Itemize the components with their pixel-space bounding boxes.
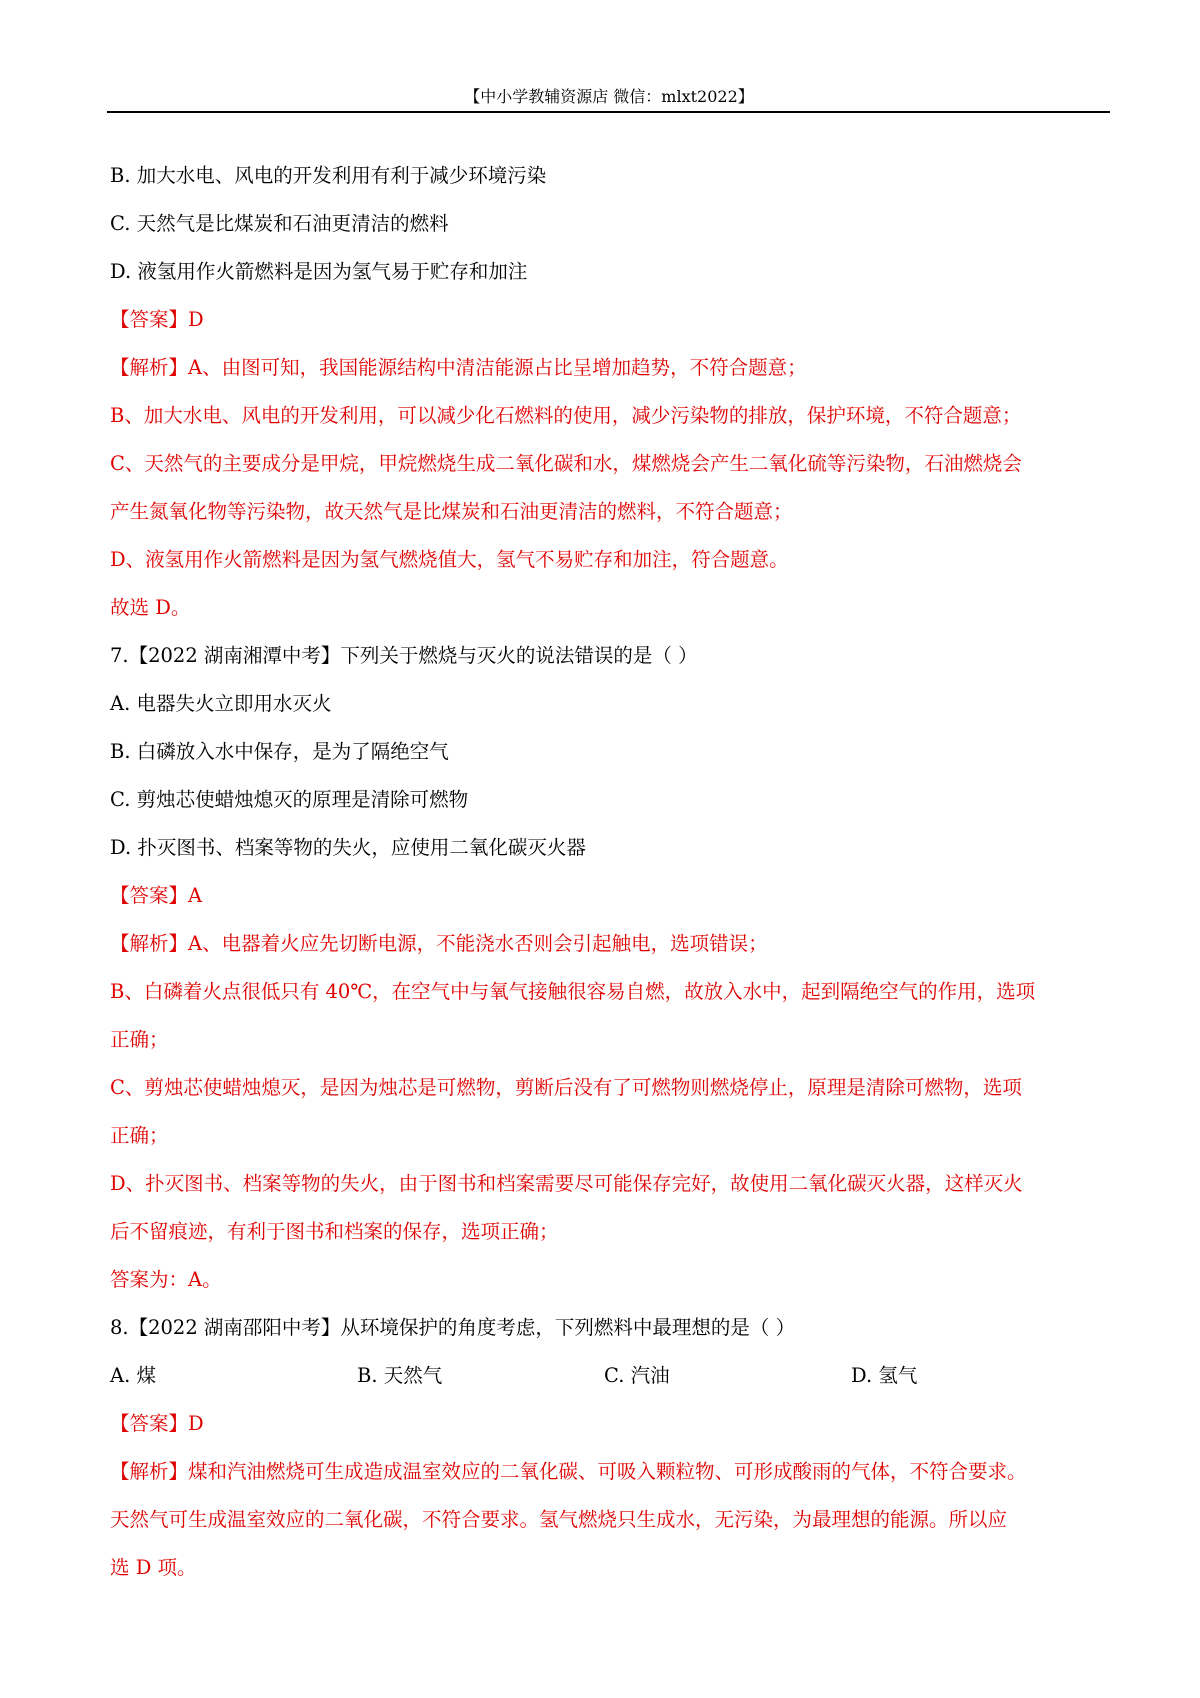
q8-stem: 8.【2022 湖南邵阳中考】从环境保护的角度考虑，下列燃料中最理想的是（ ）: [110, 1316, 796, 1339]
q6-option-b: B. 加大水电、风电的开发利用有利于减少环境污染: [110, 164, 547, 187]
q7-analysis-line: 后不留痕迹，有利于图书和档案的保存，选项正确；: [110, 1220, 559, 1243]
q8-analysis-line: 【解析】煤和汽油燃烧可生成造成温室效应的二氧化碳、可吸入颗粒物、可形成酸雨的气体，不符合要求。: [110, 1460, 1027, 1483]
q7-analysis-line: C、剪烛芯使蜡烛熄灭，是因为烛芯是可燃物，剪断后没有了可燃物则燃烧停止，原理是清除可燃物，选项: [110, 1076, 1022, 1099]
q8-option-c: C. 汽油: [604, 1364, 670, 1387]
q6-conclusion: 故选 D。: [110, 596, 191, 619]
q8-analysis-line: 天然气可生成温室效应的二氧化碳，不符合要求。氢气燃烧只生成水，无污染，为最理想的能源。所以应: [110, 1508, 1008, 1531]
q7-analysis-line: 正确；: [110, 1124, 169, 1147]
q7-stem: 7.【2022 湖南湘潭中考】下列关于燃烧与灭火的说法错误的是（ ）: [110, 644, 698, 667]
q7-option-b: B. 白磷放入水中保存，是为了隔绝空气: [110, 740, 449, 763]
q7-answer: 【答案】A: [110, 884, 203, 907]
q7-analysis-line: 【解析】A、电器着火应先切断电源，不能浇水否则会引起触电，选项错误；: [110, 932, 768, 955]
page-header: 【中小学教辅资源店 微信：mlxt2022】: [464, 87, 754, 106]
q8-option-b: B. 天然气: [357, 1364, 443, 1387]
q6-analysis-line: B、加大水电、风电的开发利用，可以减少化石燃料的使用，减少污染物的排放，保护环境，不符合题意；: [110, 404, 1022, 427]
q6-analysis-line: 【解析】A、由图可知，我国能源结构中清洁能源占比呈增加趋势，不符合题意；: [110, 356, 807, 379]
q6-option-c: C. 天然气是比煤炭和石油更清洁的燃料: [110, 212, 449, 235]
q7-analysis-line: B、白磷着火点很低只有 40℃，在空气中与氧气接触很容易自燃，故放入水中，起到隔绝空气的作用，选项: [110, 980, 1036, 1003]
q6-analysis-line: C、天然气的主要成分是甲烷，甲烷燃烧生成二氧化碳和水，煤燃烧会产生二氧化硫等污染物，石油燃烧会: [110, 452, 1022, 475]
q7-option-d: D. 扑灭图书、档案等物的失火，应使用二氧化碳灭火器: [110, 836, 586, 859]
q7-option-a: A. 电器失火立即用水灭火: [110, 692, 332, 715]
header-rule: [107, 111, 1110, 113]
q8-option-a: A. 煤: [110, 1364, 156, 1387]
q8-options: [110, 1352, 1110, 1400]
q6-analysis-line: 产生氮氧化物等污染物，故天然气是比煤炭和石油更清洁的燃料，不符合题意；: [110, 500, 793, 523]
q7-analysis-line: D、扑灭图书、档案等物的失火，由于图书和档案需要尽可能保存完好，故使用二氧化碳灭火器，这样灭火: [110, 1172, 1023, 1195]
document-body: [110, 152, 1110, 1592]
q8-option-d: D. 氢气: [851, 1364, 918, 1387]
q7-conclusion: 答案为：A。: [110, 1268, 222, 1291]
q7-analysis-line: 正确；: [110, 1028, 169, 1051]
q6-option-d: D. 液氢用作火箭燃料是因为氢气易于贮存和加注: [110, 260, 528, 283]
q6-analysis-line: D、液氢用作火箭燃料是因为氢气燃烧值大，氢气不易贮存和加注，符合题意。: [110, 548, 789, 571]
q6-answer: 【答案】D: [110, 308, 204, 331]
q8-analysis-line: 选 D 项。: [110, 1556, 197, 1579]
q7-option-c: C. 剪烛芯使蜡烛熄灭的原理是清除可燃物: [110, 788, 469, 811]
q8-answer: 【答案】D: [110, 1412, 204, 1435]
